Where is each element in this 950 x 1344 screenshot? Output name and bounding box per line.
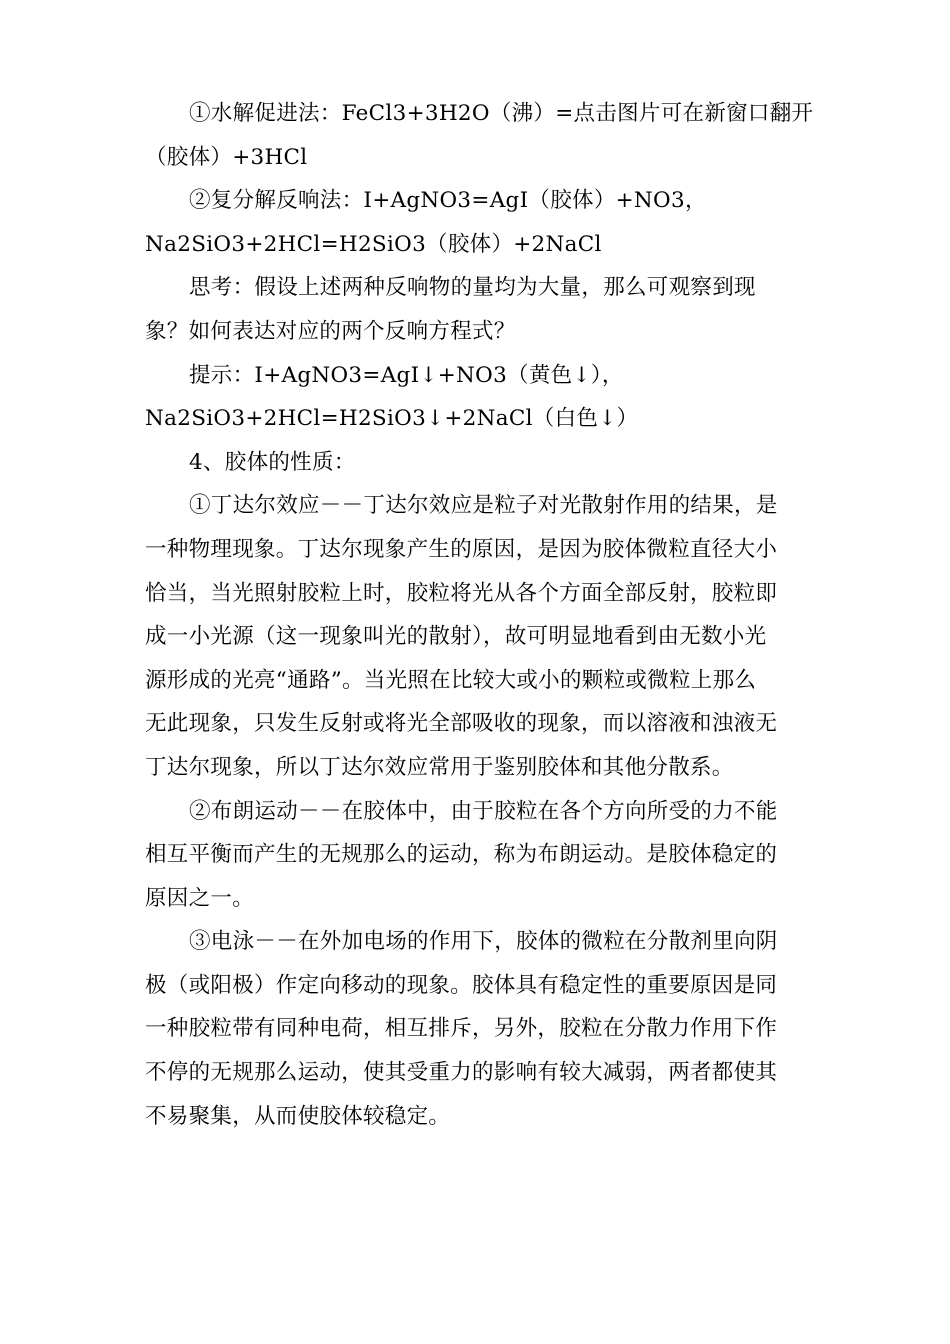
paragraph-think-question: [145, 266, 795, 353]
text-line: 极（或阳极）作定向移动的现象。胶体具有稳定性的重要原因是同: [145, 972, 778, 998]
section-heading-colloid-properties: [145, 441, 795, 485]
text-line: 恰当，当光照射胶粒上时，胶粒将光从各个方面全部反射，胶粒即: [145, 580, 778, 606]
text-line: （胶体）+3HCl: [145, 144, 308, 170]
text-line: 原因之一。: [145, 885, 255, 911]
text-line: Na2SiO3+2HCl=H2SiO3↓+2NaCl（白色↓）: [145, 406, 639, 432]
text-line: 一种物理现象。丁达尔现象产生的原因，是因为胶体微粒直径大小: [145, 536, 778, 562]
text-line: ②复分解反响法：I+AgNO3=AgI（胶体）+NO3，: [189, 188, 707, 214]
text-line: ①水解促进法：FeCl3+3H2O（沸）=点击图片可在新窗口翻开: [189, 101, 814, 126]
paragraph-hydrolysis-method: [145, 92, 814, 179]
text-line: 丁达尔现象，所以丁达尔效应常用于鉴别胶体和其他分散系。: [145, 754, 734, 780]
paragraph-tyndall-effect: [145, 484, 795, 789]
text-line: 不易聚集，从而使胶体较稳定。: [145, 1103, 451, 1129]
text-line: 无此现象，只发生反射或将光全部吸收的现象，而以溶液和浊液无: [145, 711, 778, 737]
text-line: 思考：假设上述两种反响物的量均为大量，那么可观察到现: [189, 275, 756, 301]
text-line: 提示：I+AgNO3=AgI↓+NO3（黄色↓），: [189, 362, 624, 388]
paragraph-electrophoresis: [145, 920, 795, 1138]
section-heading: 4、胶体的性质：: [189, 449, 356, 475]
text-line: Na2SiO3+2HCl=H2SiO3（胶体）+2NaCl: [145, 231, 602, 257]
text-line: 源形成的光亮“通路”。当光照在比较大或小的颗粒或微粒上那么: [145, 667, 757, 693]
paragraph-double-decomposition-method: [145, 179, 795, 266]
text-line: ③电泳－－在外加电场的作用下，胶体的微粒在分散剂里向阴: [189, 929, 778, 955]
document-body: [145, 92, 814, 1138]
paragraph-brownian-motion: [145, 790, 795, 921]
text-line: 成一小光源（这一现象叫光的散射），故可明显地看到由无数小光: [145, 624, 767, 650]
text-line: 相互平衡而产生的无规那么的运动，称为布朗运动。是胶体稳定的: [145, 842, 778, 868]
text-line: 一种胶粒带有同种电荷，相互排斥，另外，胶粒在分散力作用下作: [145, 1016, 778, 1042]
paragraph-hint: [145, 354, 795, 441]
text-line: 象？如何表达对应的两个反响方程式？: [145, 318, 516, 344]
text-line: ①丁达尔效应－－丁达尔效应是粒子对光散射作用的结果，是: [189, 493, 778, 519]
text-line: 不停的无规那么运动，使其受重力的影响有较大减弱，两者都使其: [145, 1060, 778, 1086]
text-line: ②布朗运动－－在胶体中，由于胶粒在各个方向所受的力不能: [189, 798, 778, 824]
